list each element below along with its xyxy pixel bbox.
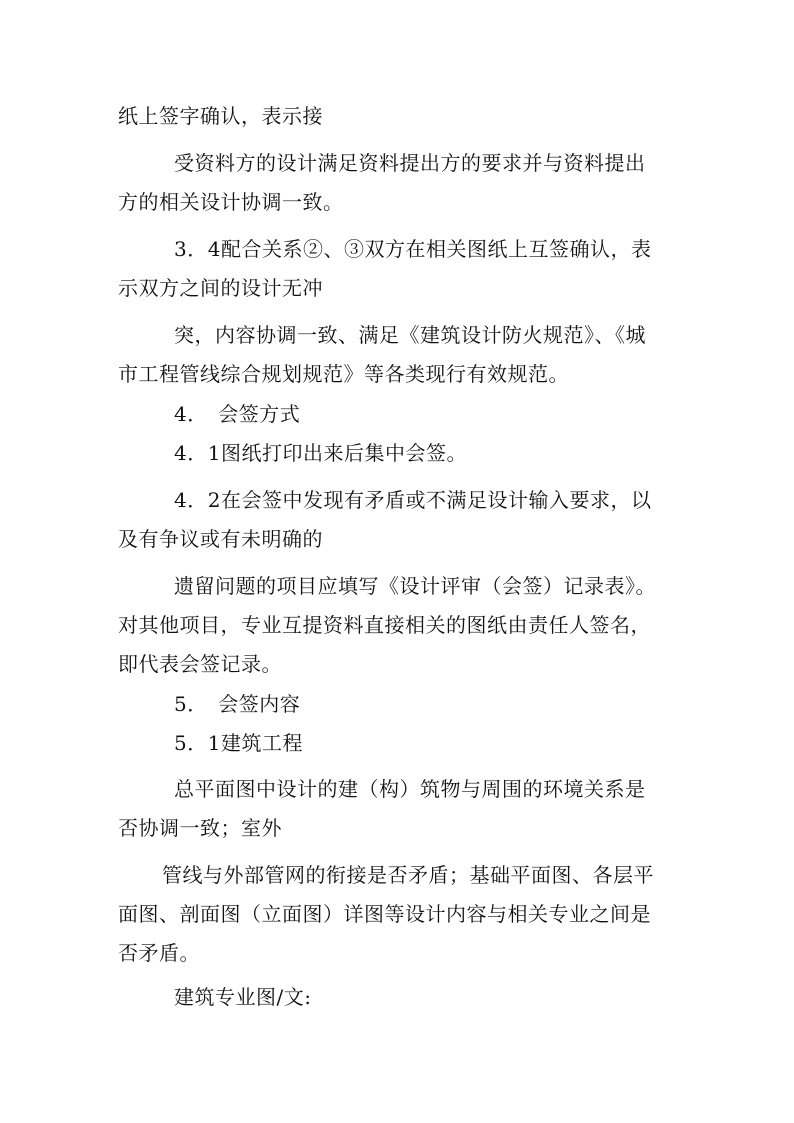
- text-line-4: 3．4配合关系②、③双方在相关图纸上互签确认，表: [174, 237, 652, 261]
- text-line-12: 遗留问题的项目应填写《设计评审（会签）记录表》。: [174, 574, 656, 598]
- text-line-17: 总平面图中设计的建（构）筑物与周围的环境关系是: [174, 777, 646, 801]
- text-line-1: 纸上签字确认，表示接: [118, 104, 323, 128]
- text-line-2: 受资料方的设计满足资料提出方的要求并与资料提出: [174, 151, 646, 175]
- text-line-9: 4．1图纸打印出来后集中会签。: [174, 441, 467, 465]
- text-line-10: 4．2在会签中发现有矛盾或不满足设计输入要求，以: [174, 488, 652, 512]
- text-line-3: 方的相关设计协调一致。: [118, 190, 344, 214]
- text-line-11: 及有争议或有未明确的: [118, 527, 323, 551]
- subsection-heading-5-1: 5．1建筑工程: [174, 731, 303, 755]
- section-heading-4: 4． 会签方式: [174, 402, 301, 426]
- text-line-22: 建筑专业图/文:: [174, 985, 312, 1009]
- text-line-18: 否协调一致；室外: [118, 816, 282, 840]
- text-line-13: 对其他项目，专业互提资料直接相关的图纸由责任人签名，: [118, 613, 651, 637]
- text-line-21: 否矛盾。: [118, 941, 200, 965]
- text-line-19: 管线与外部管网的衔接是否矛盾；基础平面图、各层平: [162, 863, 654, 887]
- text-line-14: 即代表会签记录。: [118, 652, 282, 676]
- text-line-7: 市工程管线综合规划规范》等各类现行有效规范。: [118, 362, 569, 386]
- section-heading-5: 5． 会签内容: [174, 692, 301, 716]
- text-line-5: 示双方之间的设计无冲: [118, 276, 323, 300]
- text-line-20: 面图、剖面图（立面图）详图等设计内容与相关专业之间是: [118, 902, 651, 926]
- text-line-6: 突，内容协调一致、满足《建筑设计防火规范》、《城: [174, 323, 646, 347]
